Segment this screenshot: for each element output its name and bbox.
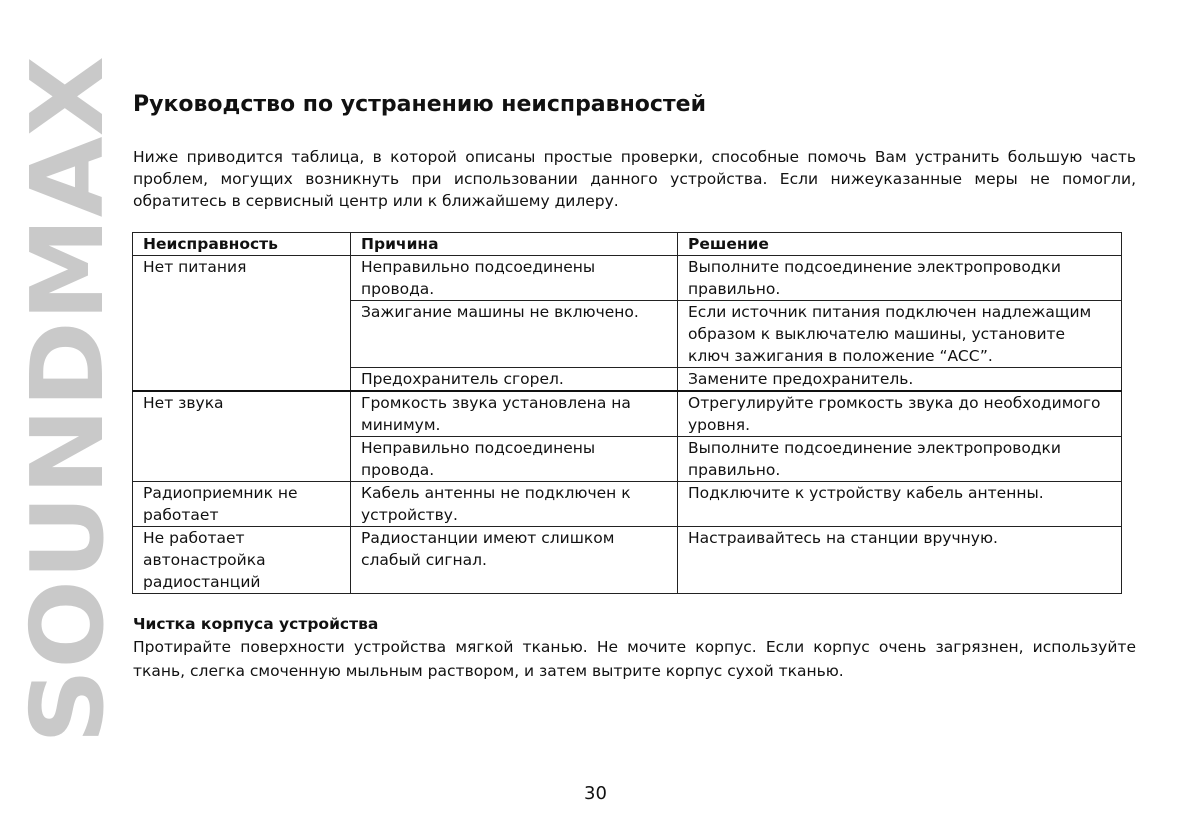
cleaning-paragraph: Протирайте поверхности устройства мягкой тканью. Не мочите корпус. Если корпус очень загрязнен, используйте ткань, слегка смоченную мыльным раствором, и затем вытрите корпус сухой тканью. xyxy=(133,638,1136,680)
solution-cell: Выполните подсоединение электропроводки правильно. xyxy=(678,256,1122,301)
solution-cell: Настраивайтесь на станции вручную. xyxy=(678,527,1122,594)
cause-cell: Радиостанции имеют слишком слабый сигнал. xyxy=(351,527,678,594)
solution-cell: Отрегулируйте громкость звука до необходимого уровня. xyxy=(678,391,1122,437)
page-number: 30 xyxy=(584,783,607,804)
solution-cell: Подключите к устройству кабель антенны. xyxy=(678,482,1122,527)
fault-cell: Не работает автонастройка радиостанций xyxy=(133,527,351,594)
solution-cell: Выполните подсоединение электропроводки правильно. xyxy=(678,437,1122,482)
solution-cell: Если источник питания подключен надлежащим образом к выключателю машины, установите ключ зажигания в положение “ACC”. xyxy=(678,301,1122,368)
brand-logo-graphic xyxy=(9,52,126,752)
cleaning-section-title: Чистка корпуса устройства xyxy=(133,615,379,633)
header-solution: Решение xyxy=(678,233,1122,256)
table-row xyxy=(133,391,1122,437)
cause-cell: Неправильно подсоединены провода. xyxy=(351,256,678,301)
brand-logo xyxy=(9,52,126,752)
solution-cell: Замените предохранитель. xyxy=(678,368,1122,392)
table-row xyxy=(133,482,1122,527)
brand-logo-text: SOUNDMAX xyxy=(9,85,126,744)
cause-cell: Зажигание машины не включено. xyxy=(351,301,678,368)
troubleshooting-table xyxy=(132,232,1122,594)
table-row xyxy=(133,256,1122,301)
cause-cell: Предохранитель сгорел. xyxy=(351,368,678,392)
page-title: Руководство по устранению неисправностей xyxy=(133,92,707,117)
cause-cell: Кабель антенны не подключен к устройству. xyxy=(351,482,678,527)
header-fault: Неисправность xyxy=(133,233,351,256)
intro-paragraph: Ниже приводится таблица, в которой описаны простые проверки, способные помочь Вам устранить большую часть проблем, могущих возникнуть при использовании данного устройства. Если нижеуказанные меры не помогли, обратитесь в сервисный центр или к ближайшему дилеру. xyxy=(133,148,1136,210)
fault-cell: Нет звука xyxy=(133,391,351,482)
table-header-row xyxy=(133,233,1122,256)
fault-cell: Радиоприемник не работает xyxy=(133,482,351,527)
fault-cell: Нет питания xyxy=(133,256,351,392)
cause-cell: Громкость звука установлена на минимум. xyxy=(351,391,678,437)
cause-cell: Неправильно подсоединены провода. xyxy=(351,437,678,482)
table-row xyxy=(133,527,1122,594)
header-cause: Причина xyxy=(351,233,678,256)
